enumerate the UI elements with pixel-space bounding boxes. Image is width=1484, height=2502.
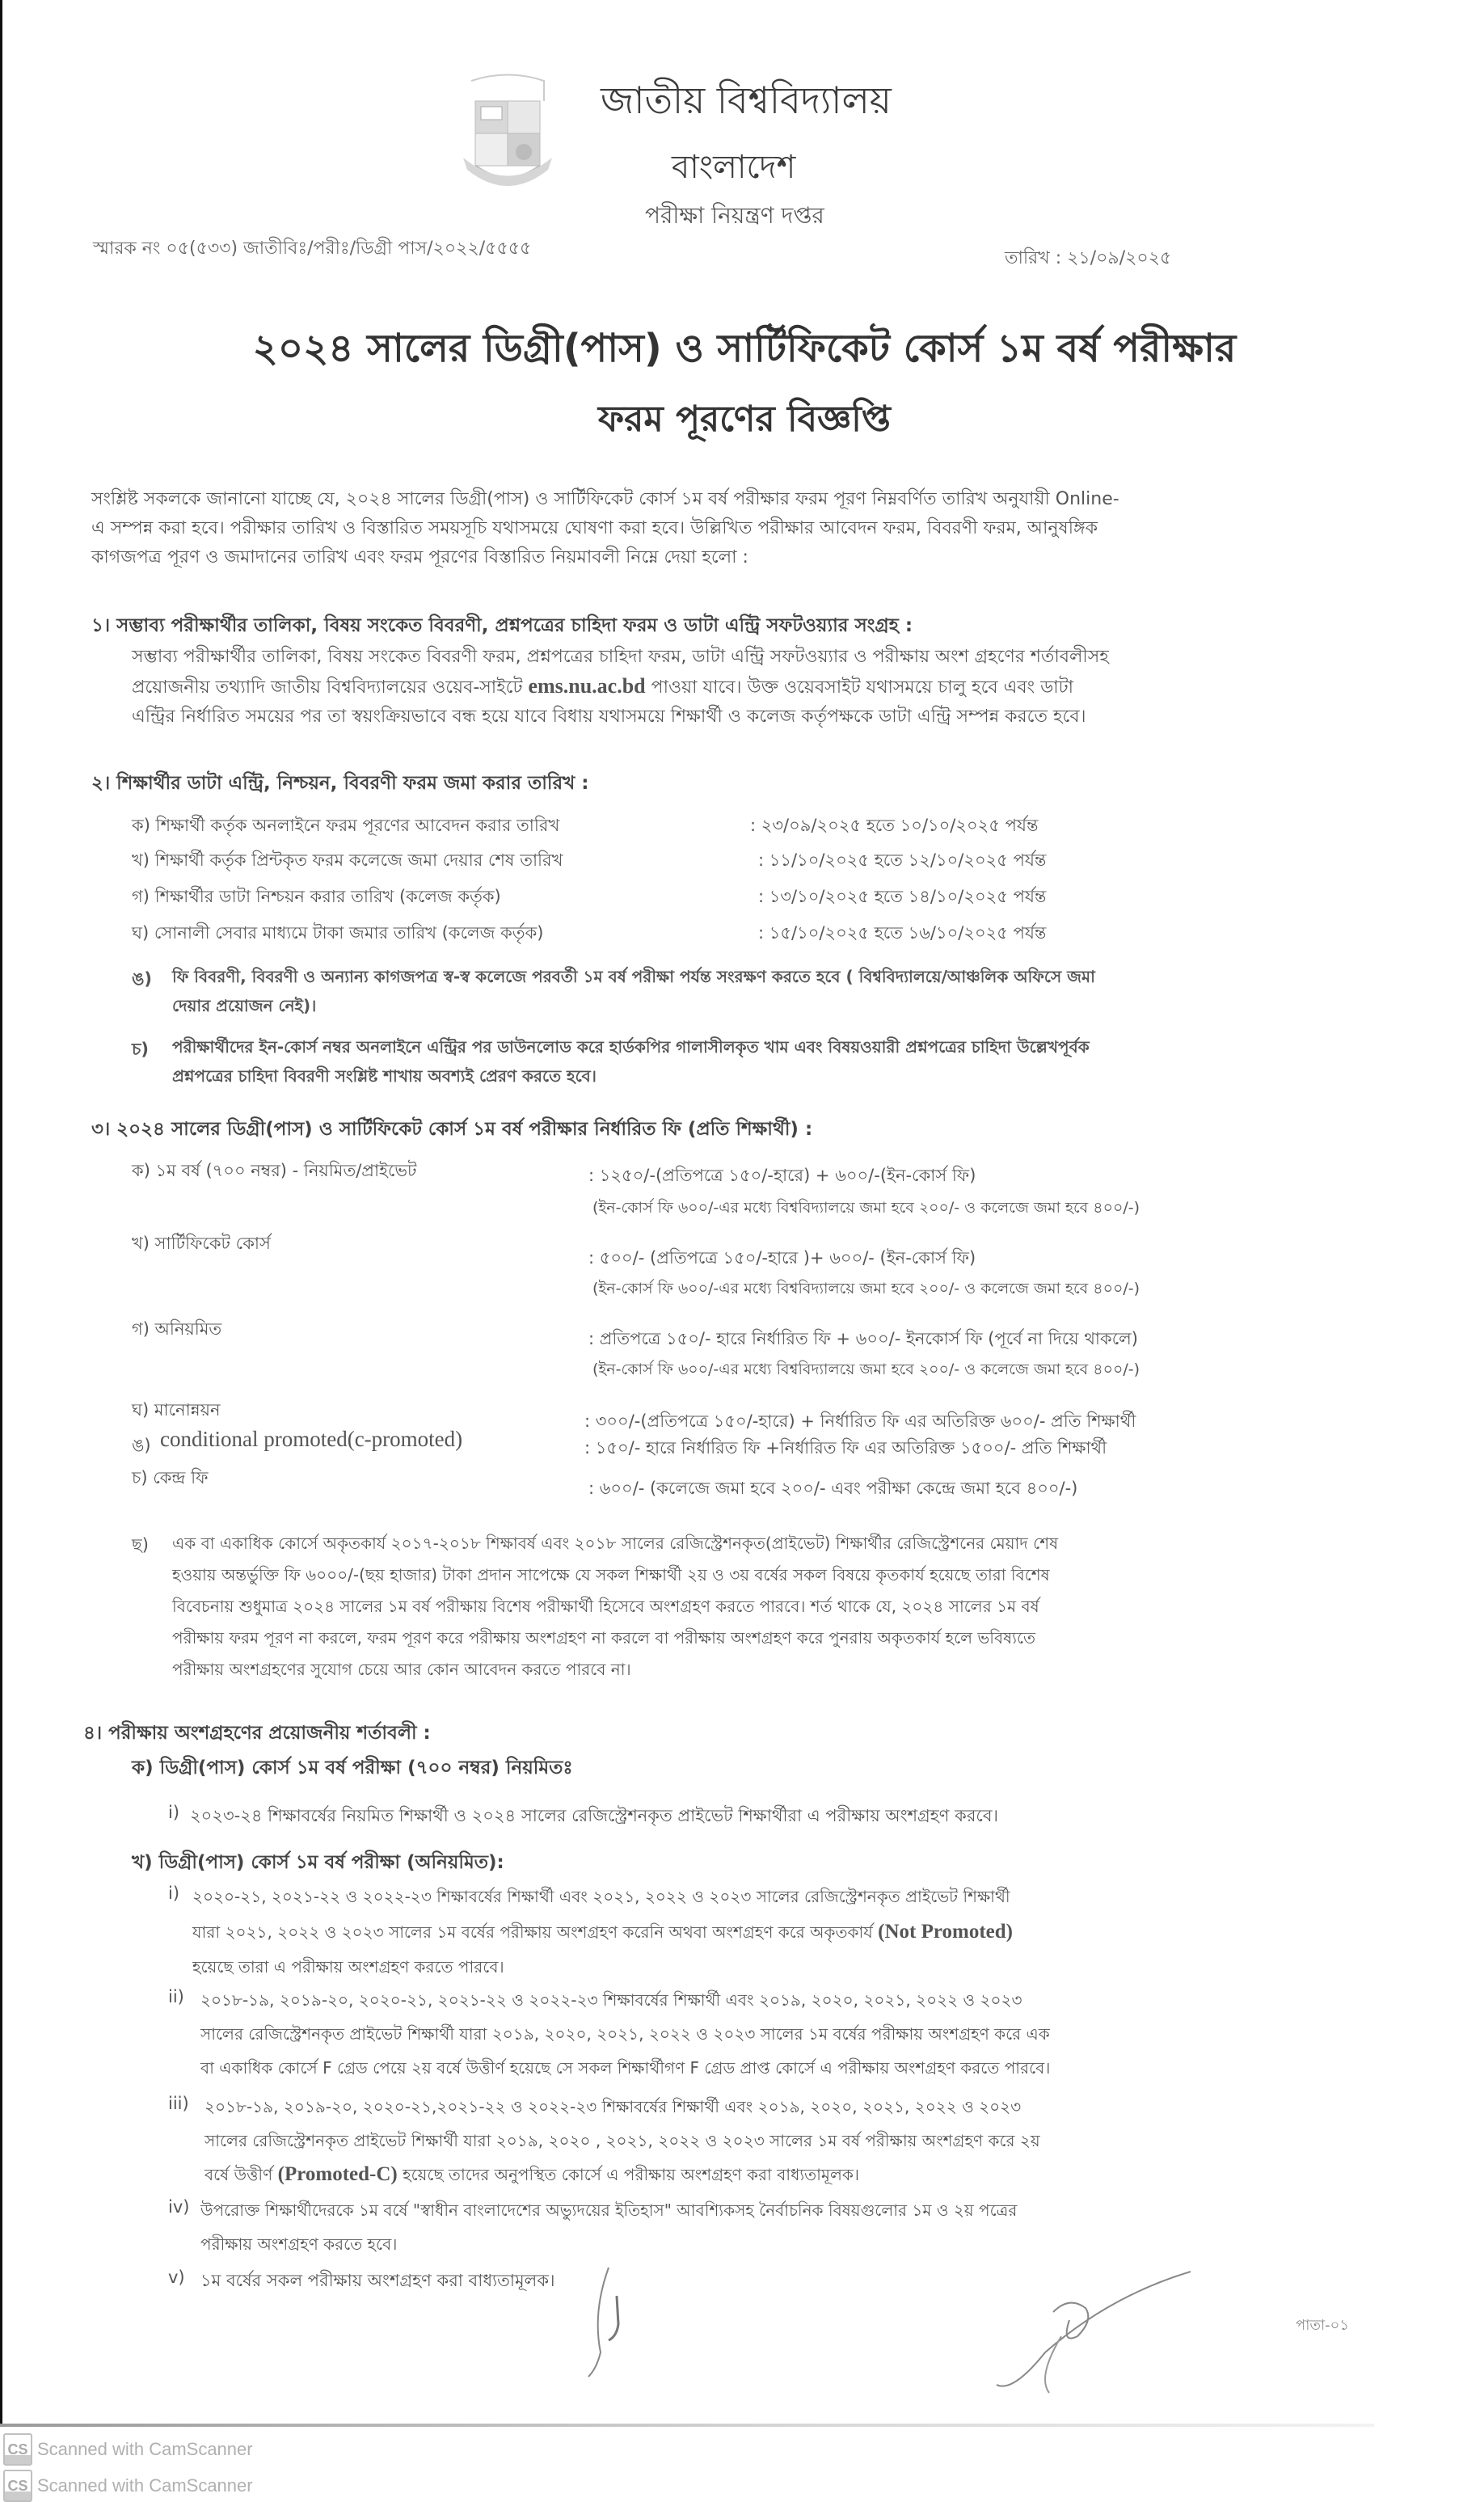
camscanner-logo-icon: CS (3, 2433, 32, 2466)
condition-line: উপরোক্ত শিক্ষার্থীদেরকে ১ম বর্ষে "স্বাধীন বাংলাদেশের অভ্যুদয়ের ইতিহাস" আবশ্যিকসহ নৈর্বাচনিক বিষয়গুলোর ১ম ও ২য় পত্রের (200, 2200, 1018, 2220)
status-not-promoted: (Not Promoted) (878, 1921, 1014, 1943)
website-link[interactable]: ems.nu.ac.bd (528, 674, 646, 698)
condition-line: বা একাধিক কোর্সে F গ্রেড পেয়ে ২য় বর্ষে উত্তীর্ণ হয়েছে সে সকল শিক্ষার্থীগণ F গ্রেড প্রাপ্ত কোর্সে এ পরীক্ষায় অংশগ্রহণ করতে পারবে। (200, 2058, 1051, 2078)
condition-line-text: হয়েছে তাদের অনুপস্থিত কোর্সে এ পরীক্ষায় অংশগ্রহণ করা বাধ্যতামূলক। (403, 2165, 860, 2184)
intro-line: এ সম্পন্ন করা হবে। পরীক্ষার তারিখ ও বিস্তারিত সময়সূচি যথাসময়ে ঘোষণা করা হবে। উল্লিখিত পরীক্ষার আবেদন ফরম, বিবরণী ফরম, আনুষঙ্গিক (91, 518, 1098, 538)
condition-marker: ii) (168, 1987, 184, 2006)
university-logo-icon (455, 73, 560, 186)
fee-subnote: (ইন-কোর্স ফি ৬০০/-এর মধ্যে বিশ্ববিদ্যালয়ে জমা হবে ২০০/- ও কলেজে জমা হবে ৪০০/-) (592, 1199, 1140, 1217)
condition-line: ২০২৩-২৪ শিক্ষাবর্ষের নিয়মিত শিক্ষার্থী ও ২০২৪ সালের রেজিস্ট্রেশনকৃত প্রাইভেট শিক্ষার্থীরা এ পরীক্ষায় অংশগ্রহণ করবে। (190, 1806, 999, 1825)
page-number: পাতা-০১ (1296, 2317, 1350, 2334)
section-2-note (172, 962, 1393, 1020)
note-line: পরীক্ষায় ফরম পূরণ না করলে, ফরম পূরণ করে পরীক্ষায় অংশগ্রহণ না করলে বা পরীক্ষায় অংশগ্রহণ করে পুনরায় অকৃতকার্য হলে ভবিষ্যতে (172, 1628, 1036, 1648)
section-1-heading: ১। সম্ভাব্য পরীক্ষার্থীর তালিকা, বিষয় সংকেত বিবরণী, প্রশ্নপত্রের চাহিদা ফরম ও ডাটা এন্ট্রি সফটওয়্যার সংগ্রহ : (91, 615, 913, 636)
note-marker: চ) (132, 1040, 149, 1059)
fee-value: : ৫০০/- (প্রতিপত্রে ১৫০/-হারে )+ ৬০০/- (ইন-কোর্স ফি) (588, 1248, 976, 1268)
condition-item (200, 1983, 1405, 2085)
memo-number: স্মারক নং ০৫(৫৩৩) জাতীবিঃ/পরীঃ/ডিগ্রী পাস/২০২২/৫৫৫৫ (93, 238, 532, 259)
notice-date: তারিখ : ২১/০৯/২০২৫ (1005, 248, 1172, 268)
schedule-label: খ) শিক্ষার্থী কর্তৃক প্রিন্টকৃত ফরম কলেজে জমা দেয়ার শেষ তারিখ (132, 850, 563, 870)
notice-title-line-2: ফরম পূরণের বিজ্ঞপ্তি (598, 399, 891, 440)
fee-marker: ঙ) (132, 1436, 151, 1455)
country-name: বাংলাদেশ (672, 149, 796, 186)
fee-label: conditional promoted(c-promoted) (160, 1427, 463, 1451)
schedule-value: : ১৫/১০/২০২৫ হতে ১৬/১০/২০২৫ পর্যন্ত (758, 923, 1047, 943)
fee-label: চ) কেন্দ্র ফি (132, 1468, 209, 1487)
schedule-label: গ) শিক্ষার্থীর ডাটা নিশ্চয়ন করার তারিখ (কলেজ কর্তৃক) (132, 887, 501, 906)
section-4-heading: ৪। পরীক্ষায় অংশগ্রহণের প্রয়োজনীয় শর্তাবলী : (83, 1723, 431, 1744)
section-1-line-text: পাওয়া যাবে। উক্ত ওয়েবসাইট যথাসময়ে চালু হবে এবং ডাটা (651, 677, 1074, 698)
section-3-heading: ৩। ২০২৪ সালের ডিগ্রী(পাস) ও সার্টিফিকেট কোর্স ১ম বর্ষ পরীক্ষার নির্ধারিত ফি (প্রতি শিক্ষার্থী) : (91, 1119, 813, 1140)
note-line: ফি বিবরণী, বিবরণী ও অন্যান্য কাগজপত্র স্ব-স্ব কলেজে পরবর্তী ১ম বর্ষ পরীক্ষা পর্যন্ত সংরক্ষণ করতে হবে ( বিশ্ববিদ্যালয়ে/আঞ্চলিক অফিসে জমা (172, 967, 1095, 986)
fee-subnote: (ইন-কোর্স ফি ৬০০/-এর মধ্যে বিশ্ববিদ্যালয়ে জমা হবে ২০০/- ও কলেজে জমা হবে ৪০০/-) (592, 1280, 1140, 1297)
section-4a-heading: ক) ডিগ্রী(পাস) কোর্স ১ম বর্ষ পরীক্ষা (৭০০ নম্বর) নিয়মিতঃ (132, 1757, 573, 1778)
note-line: পরীক্ষায় অংশগ্রহণের সুযোগ চেয়ে আর কোন আবেদন করতে পারবে না। (172, 1660, 631, 1679)
camscanner-logo-icon: CS (3, 2470, 32, 2502)
intro-line: কাগজপত্র পূরণ ও জমাদানের তারিখ এবং ফরম পূরণের বিস্তারিত নিয়মাবলী নিম্নে দেয়া হলো : (91, 547, 748, 567)
schedule-value: : ১১/১০/২০২৫ হতে ১২/১০/২০২৫ পর্যন্ত (758, 850, 1047, 870)
condition-line: ১ম বর্ষের সকল পরীক্ষায় অংশগ্রহণ করা বাধ্যতামূলক। (200, 2271, 555, 2290)
fee-value: : ৬০০/- (কলেজে জমা হবে ২০০/- এবং পরীক্ষা কেন্দ্রে জমা হবে ৪০০/-) (588, 1479, 1078, 1498)
fee-subnote: (ইন-কোর্স ফি ৬০০/-এর মধ্যে বিশ্ববিদ্যালয়ে জমা হবে ২০০/- ও কলেজে জমা হবে ৪০০/-) (592, 1361, 1140, 1378)
fee-value: : প্রতিপত্রে ১৫০/- হারে নির্ধারিত ফি + ৬০০/- ইনকোর্স ফি (পূর্বে না দিয়ে থাকলে) (588, 1329, 1138, 1348)
section-1-line: সম্ভাব্য পরীক্ষার্থীর তালিকা, বিষয় সংকেত বিবরণী ফরম, প্রশ্নপত্রের চাহিদা ফরম, ডাটা এন্ট্রি সফটওয়্যার ও পরীক্ষায় অংশ গ্রহণের শর্তাবলীসহ (132, 647, 1109, 667)
signature-2-icon (948, 2264, 1215, 2401)
section-1-line-text: প্রয়োজনীয় তথ্যাদি জাতীয় বিশ্ববিদ্যালয়ের ওয়েব-সাইটে (132, 677, 523, 698)
watermark-text: Scanned with CamScanner (37, 2439, 253, 2459)
condition-line: সালের রেজিস্ট্রেশনকৃত প্রাইভেট শিক্ষার্থী যারা ২০১৯, ২০২০ , ২০২১, ২০২২ ও ২০২৩ সালের ১ম বর্ষ পরীক্ষায় অংশগ্রহণ করে ২য় (204, 2131, 1040, 2150)
section-1-body (132, 643, 1393, 732)
condition-marker: i) (168, 1803, 180, 1822)
note-line: বিবেচনায় শুধুমাত্র ২০২৪ সালের ১ম বর্ষ পরীক্ষায় বিশেষ পরীক্ষার্থী হিসেবে অংশগ্রহণ করতে পারবে। শর্ত থাকে যে, ২০২৪ সালের ১ম বর্ষ (172, 1597, 1039, 1616)
condition-marker: i) (168, 1884, 180, 1903)
note-line: দেয়ার প্রয়োজন নেই)। (172, 996, 317, 1015)
intro-paragraph (91, 485, 1385, 572)
intro-line: সংশ্লিষ্ট সকলকে জানানো যাচ্ছে যে, ২০২৪ সালের ডিগ্রী(পাস) ও সার্টিফিকেট কোর্স ১ম বর্ষ পরীক্ষার ফরম পূরণ নিম্নবর্ণিত তারিখ অনুযায়ী Online- (91, 489, 1119, 509)
section-2-note (172, 1032, 1393, 1091)
fee-label: গ) অনিয়মিত (132, 1319, 222, 1339)
section-2-heading: ২। শিক্ষার্থীর ডাটা এন্ট্রি, নিশ্চয়ন, বিবরণী ফরম জমা করার তারিখ : (91, 773, 589, 794)
condition-item (200, 2193, 1405, 2261)
condition-line-text: যারা ২০২১, ২০২২ ও ২০২৩ সালের ১ম বর্ষের পরীক্ষায় অংশগ্রহণ করেনি অথবা অংশগ্রহণ করে অকৃতকার্য (192, 1922, 873, 1942)
watermark-text: Scanned with CamScanner (37, 2475, 253, 2496)
office-name: পরীক্ষা নিয়ন্ত্রণ দপ্তর (645, 202, 824, 229)
note-line: এক বা একাধিক কোর্সে অকৃতকার্য ২০১৭-২০১৮ শিক্ষাবর্ষ এবং ২০১৮ সালের রেজিস্ট্রেশনকৃত(প্রাইভেট) শিক্ষার্থীর রেজিস্ট্রেশনের মেয়াদ শেষ (172, 1534, 1059, 1553)
schedule-label: ক) শিক্ষার্থী কর্তৃক অনলাইনে ফরম পূরণের আবেদন করার তারিখ (132, 816, 560, 835)
condition-marker: v) (168, 2268, 185, 2287)
condition-line-text: বর্ষে উত্তীর্ণ (204, 2165, 273, 2184)
condition-item (192, 1880, 1405, 1985)
section-3-note (172, 1528, 1393, 1686)
status-promoted-c: (Promoted-C) (277, 2163, 398, 2185)
notice-title-line-1: ২০২৪ সালের ডিগ্রী(পাস) ও সার্টিফিকেট কোর্স ১ম বর্ষ পরীক্ষার (252, 326, 1237, 371)
condition-line (204, 2158, 1405, 2192)
condition-line: হয়েছে তারা এ পরীক্ষায় অংশগ্রহণ করতে পারবে। (192, 1957, 504, 1977)
schedule-label: ঘ) সোনালী সেবার মাধ্যমে টাকা জমার তারিখ (কলেজ কর্তৃক) (132, 923, 544, 943)
fee-value: : ৩০০/-(প্রতিপত্রে ১৫০/-হারে) + নির্ধারিত ফি এর অতিরিক্ত ৬০০/- প্রতি শিক্ষার্থী (584, 1411, 1136, 1431)
section-1-line: এন্ট্রির নির্ধারিত সময়ের পর তা স্বয়ংক্রিয়ভাবে বন্ধ হয়ে যাবে বিধায় যথাসময়ে শিক্ষার্থী ও কলেজ কর্তৃপক্ষকে ডাটা এন্ট্রি সম্পন্ন করতে হবে। (132, 707, 1086, 727)
section-4b-heading: খ) ডিগ্রী(পাস) কোর্স ১ম বর্ষ পরীক্ষা (অনিয়মিত): (132, 1852, 504, 1873)
fee-label: ক) ১ম বর্ষ (৭০০ নম্বর) - নিয়মিত/প্রাইভেট (132, 1161, 417, 1180)
note-line: হওয়ায় অন্তর্ভুক্তি ফি ৬০০০/-(ছয় হাজার) টাকা প্রদান সাপেক্ষে যে সকল শিক্ষার্থী ২য় ও ৩য় বর্ষের সকল বিষয়ে কৃতকার্য হয়েছে তারা বিশেষ (172, 1565, 1050, 1584)
condition-marker: iv) (168, 2197, 190, 2217)
fee-value: : ১২৫০/-(প্রতিপত্রে ১৫০/-হারে) + ৬০০/-(ইন-কোর্স ফি) (588, 1166, 976, 1185)
schedule-value: : ১৩/১০/২০২৫ হতে ১৪/১০/২০২৫ পর্যন্ত (758, 887, 1047, 906)
schedule-value: : ২৩/০৯/২০২৫ হতে ১০/১০/২০২৫ পর্যন্ত (750, 816, 1039, 835)
condition-line: সালের রেজিস্ট্রেশনকৃত প্রাইভেট শিক্ষার্থী যারা ২০১৯, ২০২০, ২০২১, ২০২২ ও ২০২৩ সালের ১ম বর্ষের পরীক্ষায় অংশগ্রহণ করে এক (200, 2024, 1050, 2044)
condition-line: ২০১৮-১৯, ২০১৯-২০, ২০২০-২১,২০২১-২২ ও ২০২২-২৩ শিক্ষাবর্ষের শিক্ষার্থী এবং ২০১৯, ২০২০, ২০২১, ২০২২ ও ২০২৩ (204, 2097, 1022, 2116)
note-line: প্রশ্নপত্রের চাহিদা বিবরণী সংশ্লিষ্ট শাখায় অবশ্যই প্রেরণ করতে হবে। (172, 1066, 597, 1086)
condition-line: ২০২০-২১, ২০২১-২২ ও ২০২২-২৩ শিক্ষাবর্ষের শিক্ষার্থী এবং ২০২১, ২০২২ ও ২০২৩ সালের রেজিস্ট্রেশনকৃত প্রাইভেট শিক্ষার্থী (192, 1887, 1010, 1906)
camscanner-watermark (3, 2470, 253, 2502)
note-marker: ঙ) (132, 969, 152, 989)
fee-label: ঘ) মানোন্নয়ন (132, 1400, 221, 1420)
note-line: পরীক্ষার্থীদের ইন-কোর্স নম্বর অনলাইনে এন্ট্রির পর ডাউনলোড করে হার্ডকপির গালাসীলকৃত খাম এবং বিষয়ওয়ারী প্রশ্নপত্রের চাহিদা উল্লেখপূর্বক (172, 1037, 1090, 1057)
camscanner-watermark (3, 2433, 253, 2466)
university-name: জাতীয় বিশ্ববিদ্যালয় (601, 78, 892, 122)
condition-line: পরীক্ষায় অংশগ্রহণ করতে হবে। (200, 2234, 398, 2254)
section-1-line (132, 672, 1393, 703)
condition-item (204, 2090, 1405, 2192)
signature-1-icon (560, 2264, 657, 2385)
condition-line (192, 1914, 1405, 1950)
fee-label: খ) সার্টিফিকেট কোর্স (132, 1234, 271, 1253)
note-marker: ছ) (132, 1535, 149, 1555)
condition-line: ২০১৮-১৯, ২০১৯-২০, ২০২০-২১, ২০২১-২২ ও ২০২২-২৩ শিক্ষাবর্ষের শিক্ষার্থী এবং ২০১৯, ২০২০, ২০২১, ২০২২ ও ২০২৩ (200, 1990, 1022, 2010)
fee-value: : ১৫০/- হারে নির্ধারিত ফি +নির্ধারিত ফি এর অতিরিক্ত ১৫০০/- প্রতি শিক্ষার্থী (584, 1438, 1107, 1458)
condition-marker: iii) (168, 2094, 189, 2113)
scan-edge-divider (0, 2424, 1374, 2427)
